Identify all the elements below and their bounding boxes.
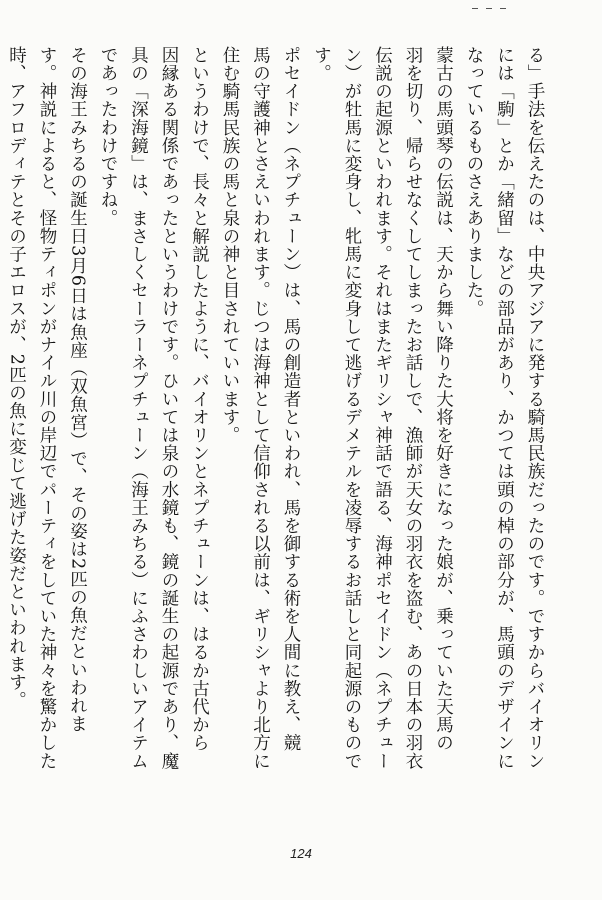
corner-mark <box>500 8 506 15</box>
text-line: 時、アフロディテとその子エロスが、2匹の魚に変じて逃げた姿だといわれます。 <box>6 46 27 710</box>
text-line: 住む騎馬民族の馬と泉の神と目されていいます。 <box>220 46 240 445</box>
text-line: には「駒」とか「緒留」などの部品があり、かつては頭の棹の部分が、馬頭のデザインに <box>494 46 515 770</box>
text-line: ポセイドン（ネプチューン）は、馬の創造者といわれ、馬を御する術を人間に教え、競 <box>281 46 301 752</box>
text-line: 馬の守護神とさえいわれます。じつは海神として信仰される以前は、ギリシャより北方に <box>250 46 271 770</box>
text-line: なっているものさえありました。 <box>464 46 484 318</box>
text-line: 羽を切り、帰らせなくしてしまったお話しで、漁師が天女の羽衣を盗む、あの日本の羽衣 <box>403 46 423 770</box>
body-text <box>6 46 550 841</box>
text-line: 伝説の起源といわれます。それはまたギリシャ神話で語る、海神ポセイドン（ネプチュー <box>372 46 393 770</box>
text-line: その海王みちるの誕生日3月6日は魚座（双魚宮）で、その姿は2匹の魚だといわれま <box>67 46 88 733</box>
text-line: す。 <box>311 46 332 83</box>
text-line: であったわけですね。 <box>98 46 118 227</box>
text-line: る」手法を伝えたのは、中央アジアに発する騎馬民族だったのです。ですからバイオリン <box>525 46 545 770</box>
corner-mark <box>486 8 492 15</box>
corner-mark <box>472 8 478 15</box>
text-line <box>0 46 1 841</box>
page-number: 124 <box>290 846 312 861</box>
text-line: す。神説によると、怪物ティポンがナイル川の岸辺でパーティをしていた神々を驚かした <box>37 46 57 770</box>
text-line: 因縁ある関係であったというわけです。ひいては泉の水鏡も、鏡の誕生の起源であり、魔 <box>159 46 179 770</box>
text-line: 具の「深海鏡」は、まさしくセーラーネプチューン（海王みちる）にふさわしいアイテム <box>128 46 149 770</box>
text-line: 蒙古の馬頭琴の伝説は、天から舞い降りた大将を好きになった娘が、乗っていた天馬の <box>433 46 454 752</box>
text-line: というわけで、長々と解説したように、バイオリンとネプチューンは、はるか古代から <box>189 46 210 752</box>
text-line: ン）が牡馬に変身し、牝馬に変身して逃げるデメテルを凌辱するお話しと同起源のもので <box>342 46 362 770</box>
